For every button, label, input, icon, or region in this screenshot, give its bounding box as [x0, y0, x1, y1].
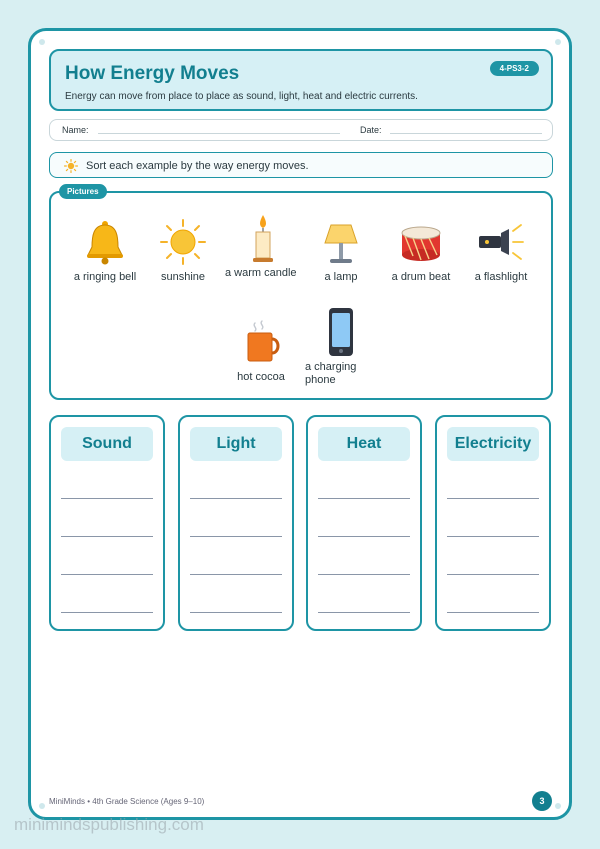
sort-column-light: [178, 415, 294, 631]
answer-line[interactable]: [318, 498, 410, 499]
pictures-badge: Pictures: [59, 184, 107, 199]
picture-label: hot cocoa: [237, 371, 285, 383]
standard-code-badge: 4-PS3-2: [490, 61, 539, 76]
answer-line[interactable]: [318, 574, 410, 575]
answer-line[interactable]: [318, 536, 410, 537]
sort-column-electricity: [435, 415, 551, 631]
corner-dot: [555, 39, 561, 45]
page-subtitle: Energy can move from place to place as sound, light, heat and electric currents.: [65, 91, 418, 102]
name-label: Name:: [62, 125, 89, 135]
picture-item-lamp[interactable]: [299, 219, 383, 284]
lamp-icon: [319, 219, 363, 265]
worksheet-page: [28, 28, 572, 820]
phone-icon: [327, 307, 355, 359]
picture-item-flashlight[interactable]: [459, 219, 543, 284]
answer-line[interactable]: [447, 574, 539, 575]
picture-label: a flashlight: [474, 271, 528, 283]
answer-line[interactable]: [61, 574, 153, 575]
date-label: Date:: [360, 125, 382, 135]
page-title: How Energy Moves: [65, 63, 240, 84]
date-write-line[interactable]: [390, 133, 542, 134]
column-heading: Electricity: [447, 427, 539, 461]
picture-item-sunshine[interactable]: [141, 219, 225, 284]
sun-icon: [64, 159, 78, 173]
answer-line[interactable]: [447, 612, 539, 613]
picture-label: a lamp: [324, 271, 358, 283]
name-write-line[interactable]: [98, 133, 340, 134]
corner-dot: [39, 39, 45, 45]
picture-label: a ringing bell: [73, 271, 137, 283]
answer-line[interactable]: [318, 612, 410, 613]
answer-line[interactable]: [447, 498, 539, 499]
sort-column-heat: [306, 415, 422, 631]
picture-label: a warm candle: [225, 267, 297, 279]
sort-column-sound: [49, 415, 165, 631]
page-number-badge: 3: [532, 791, 552, 811]
picture-item-bell[interactable]: [63, 219, 147, 284]
name-date-bar: [49, 119, 553, 141]
watermark: minimindspublishing.com: [14, 815, 204, 834]
flashlight-icon: [475, 219, 527, 265]
answer-line[interactable]: [61, 536, 153, 537]
mug-icon: [239, 319, 283, 365]
picture-item-candle[interactable]: [225, 213, 301, 280]
answer-line[interactable]: [190, 574, 282, 575]
column-heading: Light: [190, 427, 282, 461]
column-heading: Heat: [318, 427, 410, 461]
answer-line[interactable]: [61, 612, 153, 613]
picture-label: a charging phone: [305, 361, 357, 386]
column-heading: Sound: [61, 427, 153, 461]
instruction-text: Sort each example by the way energy moves.: [86, 160, 309, 172]
pictures-panel: [49, 187, 553, 400]
picture-label: a drum beat: [391, 271, 451, 283]
picture-item-drum[interactable]: [379, 219, 463, 284]
corner-dot: [39, 803, 45, 809]
footer-credit: MiniMinds • 4th Grade Science (Ages 9–10): [49, 797, 205, 806]
picture-item-phone[interactable]: [305, 307, 381, 387]
answer-line[interactable]: [61, 498, 153, 499]
bell-icon: [83, 219, 127, 265]
candle-icon: [249, 213, 277, 265]
instruction-box: [49, 152, 553, 178]
drum-icon: [397, 219, 445, 265]
header-panel: [49, 49, 553, 111]
answer-line[interactable]: [190, 498, 282, 499]
answer-line[interactable]: [190, 536, 282, 537]
corner-dot: [555, 803, 561, 809]
sun-icon: [158, 219, 208, 265]
picture-label: sunshine: [160, 271, 206, 283]
answer-line[interactable]: [190, 612, 282, 613]
answer-line[interactable]: [447, 536, 539, 537]
picture-item-cocoa[interactable]: [219, 319, 303, 384]
